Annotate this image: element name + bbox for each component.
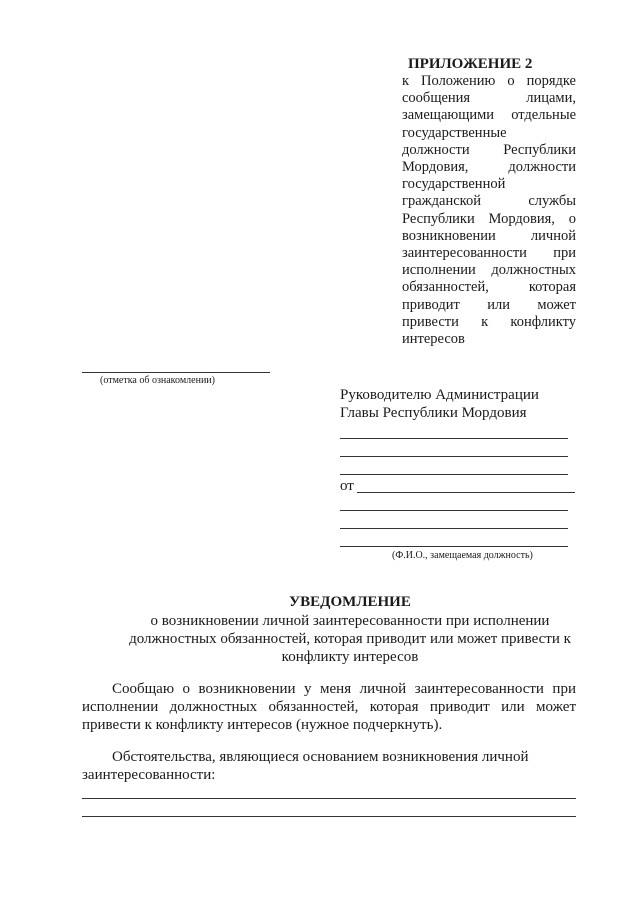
addressee-block — [340, 386, 576, 422]
addressee-fill-line[interactable] — [340, 438, 568, 439]
addressee-fill-line[interactable] — [340, 456, 568, 457]
sender-fill-line[interactable] — [357, 492, 575, 493]
subtitle-line: должностных обязанностей, которая приводит или может привести к — [129, 631, 571, 647]
sender-fill-line[interactable] — [340, 528, 568, 529]
appendix-line: сообщения лицами, — [402, 90, 576, 107]
sender-fill-line[interactable] — [340, 510, 568, 511]
addressee-line: Руководителю Администрации — [340, 387, 539, 403]
paragraph-line: исполнении должностных обязанностей, которая приводит или может — [82, 699, 576, 715]
addressee-line: Главы Республики Мордовия — [340, 405, 527, 421]
appendix-line: к Положению о порядке — [402, 73, 576, 89]
notice-title: УВЕДОМЛЕНИЕ — [289, 594, 411, 610]
appendix-block — [402, 56, 576, 348]
appendix-line: замещающими отдельные — [402, 107, 576, 124]
fio-caption: (Ф.И.О., замещаемая должность) — [392, 550, 533, 561]
appendix-line: приводит или может — [402, 296, 576, 313]
appendix-line: государственной — [402, 176, 506, 193]
familiarization-caption: (отметка об ознакомлении) — [100, 375, 215, 386]
appendix-line: заинтересованности при — [402, 245, 576, 262]
appendix-line: интересов — [402, 331, 465, 348]
sender-fill-line[interactable] — [340, 546, 568, 547]
subtitle-line: о возникновении личной заинтересованности при исполнении — [150, 613, 550, 629]
circumstances-fill-line[interactable] — [82, 816, 576, 817]
appendix-line: гражданской службы — [402, 193, 576, 210]
notice-subtitle — [110, 612, 590, 666]
notice-paragraph — [82, 680, 576, 734]
appendix-line: должности Республики — [402, 141, 576, 158]
appendix-line: возникновении личной — [402, 227, 576, 244]
familiarization-line[interactable] — [82, 372, 270, 373]
appendix-line: государственные — [402, 124, 507, 141]
paragraph-line: Сообщаю о возникновении у меня личной заинтересованности при — [112, 681, 576, 697]
appendix-line: обязанностей, которая — [402, 279, 576, 296]
addressee-fill-line[interactable] — [340, 474, 568, 475]
paragraph-line: заинтересованности: — [82, 767, 216, 783]
appendix-line: Республики Мордовия, о — [402, 210, 576, 227]
appendix-text — [402, 73, 576, 348]
appendix-line: исполнении должностных — [402, 262, 576, 279]
circumstances-fill-line[interactable] — [82, 798, 576, 799]
circumstances-paragraph — [82, 748, 576, 784]
paragraph-line: привести к конфликту интересов (нужное подчеркнуть). — [82, 717, 443, 733]
appendix-line: Мордовия, должности — [402, 159, 576, 176]
subtitle-line: конфликту интересов — [281, 649, 419, 665]
paragraph-line: Обстоятельства, являющиеся основанием возникновения личной — [112, 749, 529, 765]
appendix-line: привести к конфликту — [402, 313, 576, 330]
appendix-title: ПРИЛОЖЕНИЕ 2 — [408, 56, 533, 72]
from-label: от — [340, 478, 354, 494]
